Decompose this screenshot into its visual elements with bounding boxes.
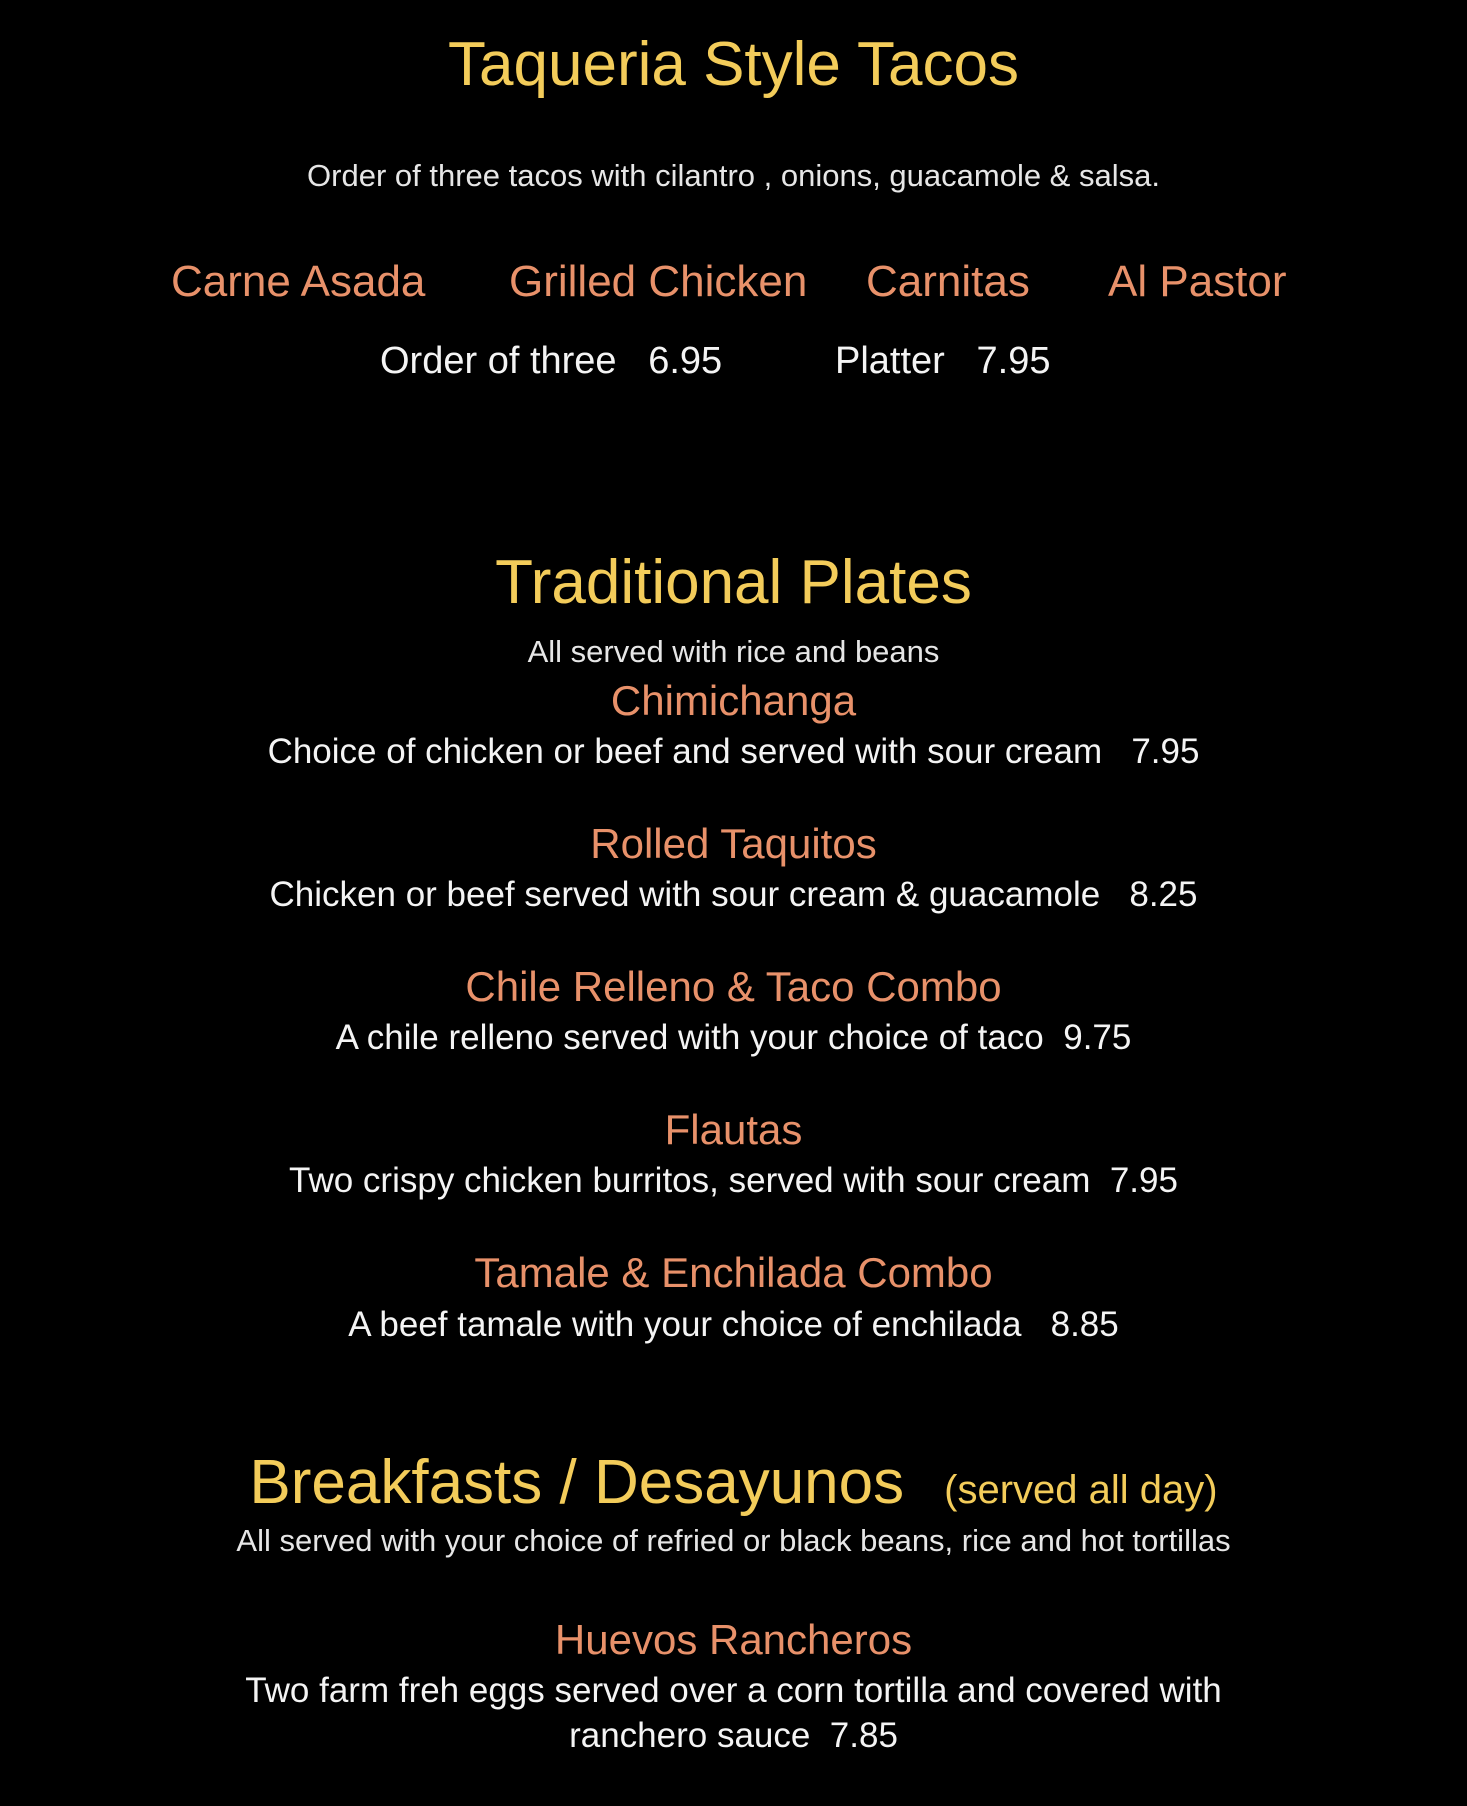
- plate-item-title: Rolled Taquitos: [590, 820, 877, 867]
- taco-variety-carnitas: Carnitas: [866, 257, 1030, 306]
- taco-order-of-three-price: Order of three 6.95: [380, 340, 723, 382]
- plate-item-title: Tamale & Enchilada Combo: [474, 1249, 993, 1296]
- breakfast-heading: Breakfasts / Desayunos: [249, 1448, 905, 1517]
- plate-item-title: Flautas: [664, 1106, 803, 1153]
- taco-variety-grilled-chicken: Grilled Chicken: [509, 257, 808, 306]
- plate-item-title: Chimichanga: [610, 677, 857, 724]
- taco-variety-al-pastor: Al Pastor: [1108, 257, 1287, 306]
- tacos-heading: Taqueria Style Tacos: [448, 30, 1019, 99]
- plate-item-desc: Chicken or beef served with sour cream & guacamole 8.25: [269, 875, 1198, 914]
- plate-item-desc: Two crispy chicken burritos, served with sour cream 7.95: [289, 1161, 1178, 1200]
- taco-variety-carne-asada: Carne Asada: [171, 257, 426, 306]
- breakfast-item-title: Huevos Rancheros: [554, 1616, 913, 1663]
- plates-subheading: All served with rice and beans: [527, 634, 940, 669]
- taco-prices: [0, 342, 1467, 386]
- taco-varieties: [0, 257, 1467, 310]
- plate-item-title: Chile Relleno & Taco Combo: [465, 963, 1002, 1010]
- breakfast-item-desc-line1: Two farm freh eggs served over a corn tortilla and covered with: [245, 1671, 1222, 1710]
- plate-item-desc: Choice of chicken or beef and served with sour cream 7.95: [267, 732, 1200, 771]
- breakfast-subheading: All served with your choice of refried or black beans, rice and hot tortillas: [236, 1523, 1231, 1558]
- taco-platter-price: Platter 7.95: [835, 340, 1051, 382]
- tacos-description: Order of three tacos with cilantro , onions, guacamole & salsa.: [307, 158, 1160, 193]
- plates-heading: Traditional Plates: [495, 548, 972, 617]
- plate-item-desc: A beef tamale with your choice of enchilada 8.85: [348, 1305, 1119, 1344]
- breakfast-item-desc-line2: ranchero sauce 7.85: [569, 1716, 898, 1755]
- breakfast-heading-row: [0, 1448, 1467, 1517]
- breakfast-note: (served all day): [944, 1468, 1218, 1512]
- plate-item-desc: A chile relleno served with your choice of taco 9.75: [335, 1018, 1132, 1057]
